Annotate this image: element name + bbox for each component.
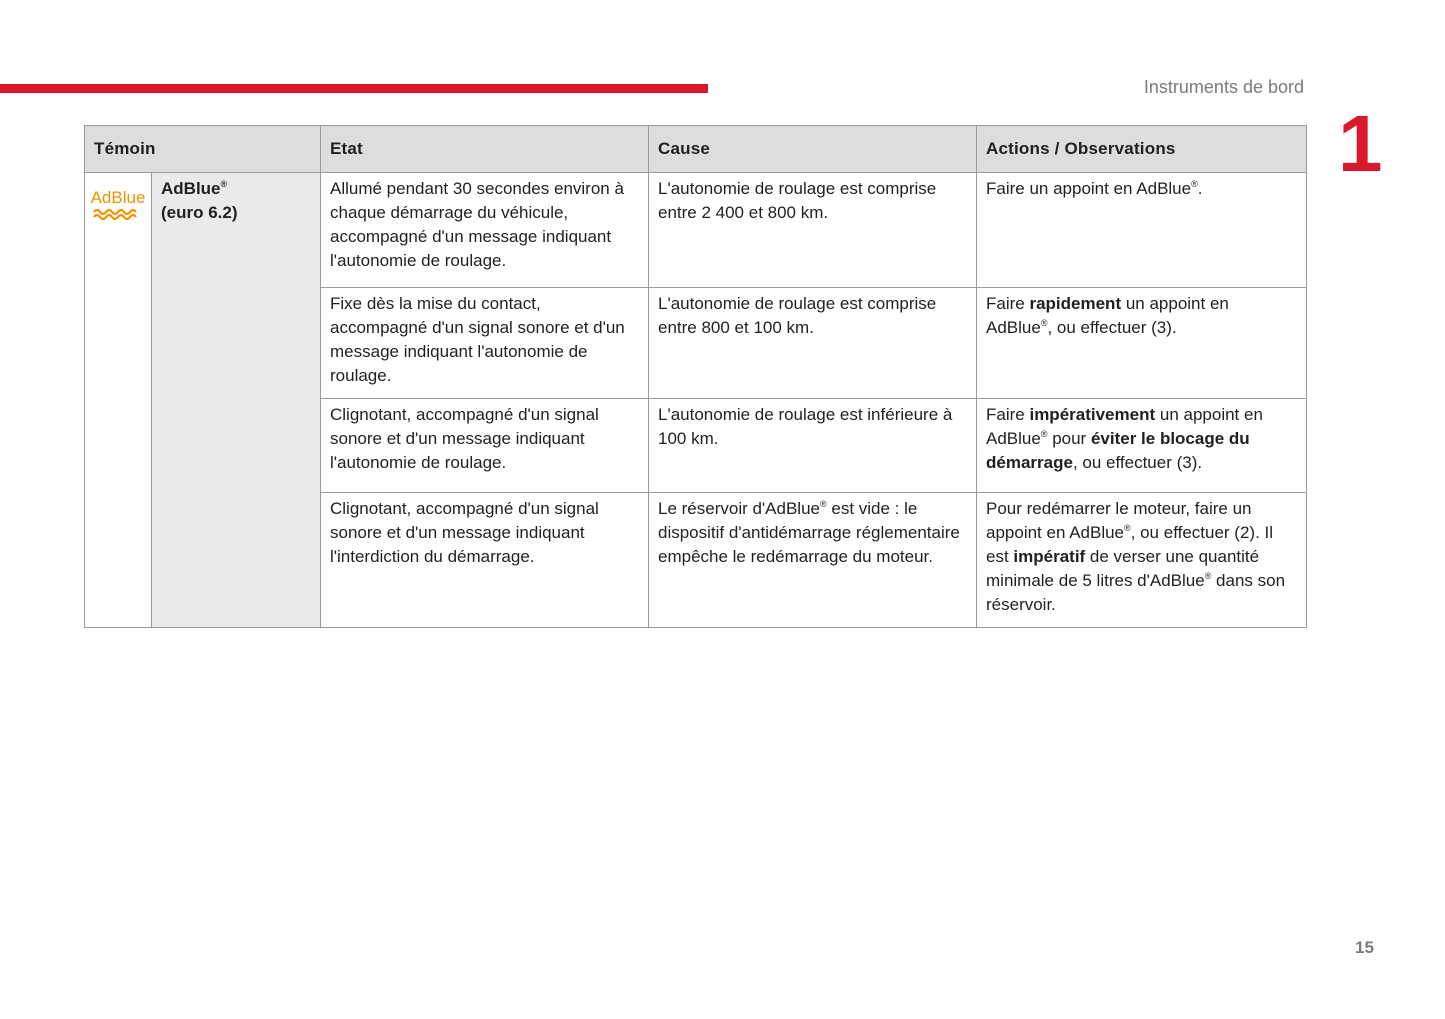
etat-cell: Clignotant, accompagné d'un signal sonore et d'un message indiquant l'interdiction du démarrage. [321,493,649,628]
text-span: Pour redémarrer le moteur, faire un appoint en AdBlue [986,499,1252,542]
bold-text: impérativement [1029,405,1156,424]
etat-cell: Fixe dès la mise du contact, accompagné d'un signal sonore et d'un message indiquant l'autonomie de roulage. [321,288,649,399]
text-span: Le réservoir d'AdBlue [658,499,820,518]
adblue-icon-label: AdBlue [90,188,146,207]
lamp-name-cell [152,173,321,628]
text-span: un appoint en AdBlue [986,405,1263,448]
registered-mark: ® [1040,429,1048,439]
text-span: Faire [986,405,1030,424]
header-accent-bar [0,84,708,93]
etat-cell: Allumé pendant 30 secondes environ à chaque démarrage du véhicule, accompagné d'un message indiquant l'autonomie de roulage. [321,173,649,288]
registered-mark: ® [1191,179,1198,189]
adblue-wave-top [94,210,136,214]
column-header-actions: Actions / Observations [977,126,1307,173]
cause-cell [649,493,977,628]
column-header-etat: Etat [321,126,649,173]
table-row [85,173,1307,288]
registered-mark: ® [1204,571,1212,581]
cause-cell: L'autonomie de roulage est comprise entre 800 et 100 km. [649,288,977,399]
bold-text: rapidement [1029,294,1122,313]
bold-text: impératif [1013,547,1086,566]
lamp-name: AdBlue [161,179,221,198]
chapter-number: 1 [1338,99,1383,188]
text-span: de verser une quantité minimale de 5 litres d'AdBlue [986,547,1260,590]
actions-cell [977,399,1307,493]
table-header-row [85,126,1307,173]
warning-lamp-table [84,125,1307,628]
text-span: Faire un appoint en AdBlue [986,179,1192,198]
text-span: , ou effectuer (3). [1047,318,1177,337]
text-span: un appoint en AdBlue [986,294,1229,337]
cause-cell: L'autonomie de roulage est comprise entre 2 400 et 800 km. [649,173,977,288]
lamp-standard: (euro 6.2) [161,203,238,222]
registered-mark: ® [1040,318,1048,328]
actions-cell [977,493,1307,628]
adblue-icon [87,187,149,230]
adblue-wave-bottom [94,215,136,219]
lamp-icon-cell [85,173,152,628]
etat-cell: Clignotant, accompagné d'un signal sonore et d'un message indiquant l'autonomie de roulage. [321,399,649,493]
section-title: Instruments de bord [1143,77,1304,97]
registered-mark: ® [1124,523,1131,533]
text-span: pour [1047,429,1091,448]
registered-mark: ® [820,499,827,509]
actions-cell [977,173,1307,288]
cause-cell: L'autonomie de roulage est inférieure à 100 km. [649,399,977,493]
registered-mark: ® [220,179,228,189]
bold-text: éviter le blocage du démarrage [986,429,1250,472]
text-span: , ou effectuer (2). Il est [986,523,1274,566]
text-span: , ou effectuer (3). [1072,453,1203,472]
column-header-temoin: Témoin [85,126,321,173]
adblue-icon-graphic [87,187,149,223]
text-span: . [1197,179,1203,198]
text-span: Faire [986,294,1030,313]
text-span: dans son réservoir. [986,571,1286,614]
page-number: 15 [1355,938,1374,957]
column-header-cause: Cause [649,126,977,173]
text-span: est vide : le dispositif d'antidémarrage réglementaire empêche le redémarrage du moteur. [658,499,960,566]
actions-cell [977,288,1307,399]
